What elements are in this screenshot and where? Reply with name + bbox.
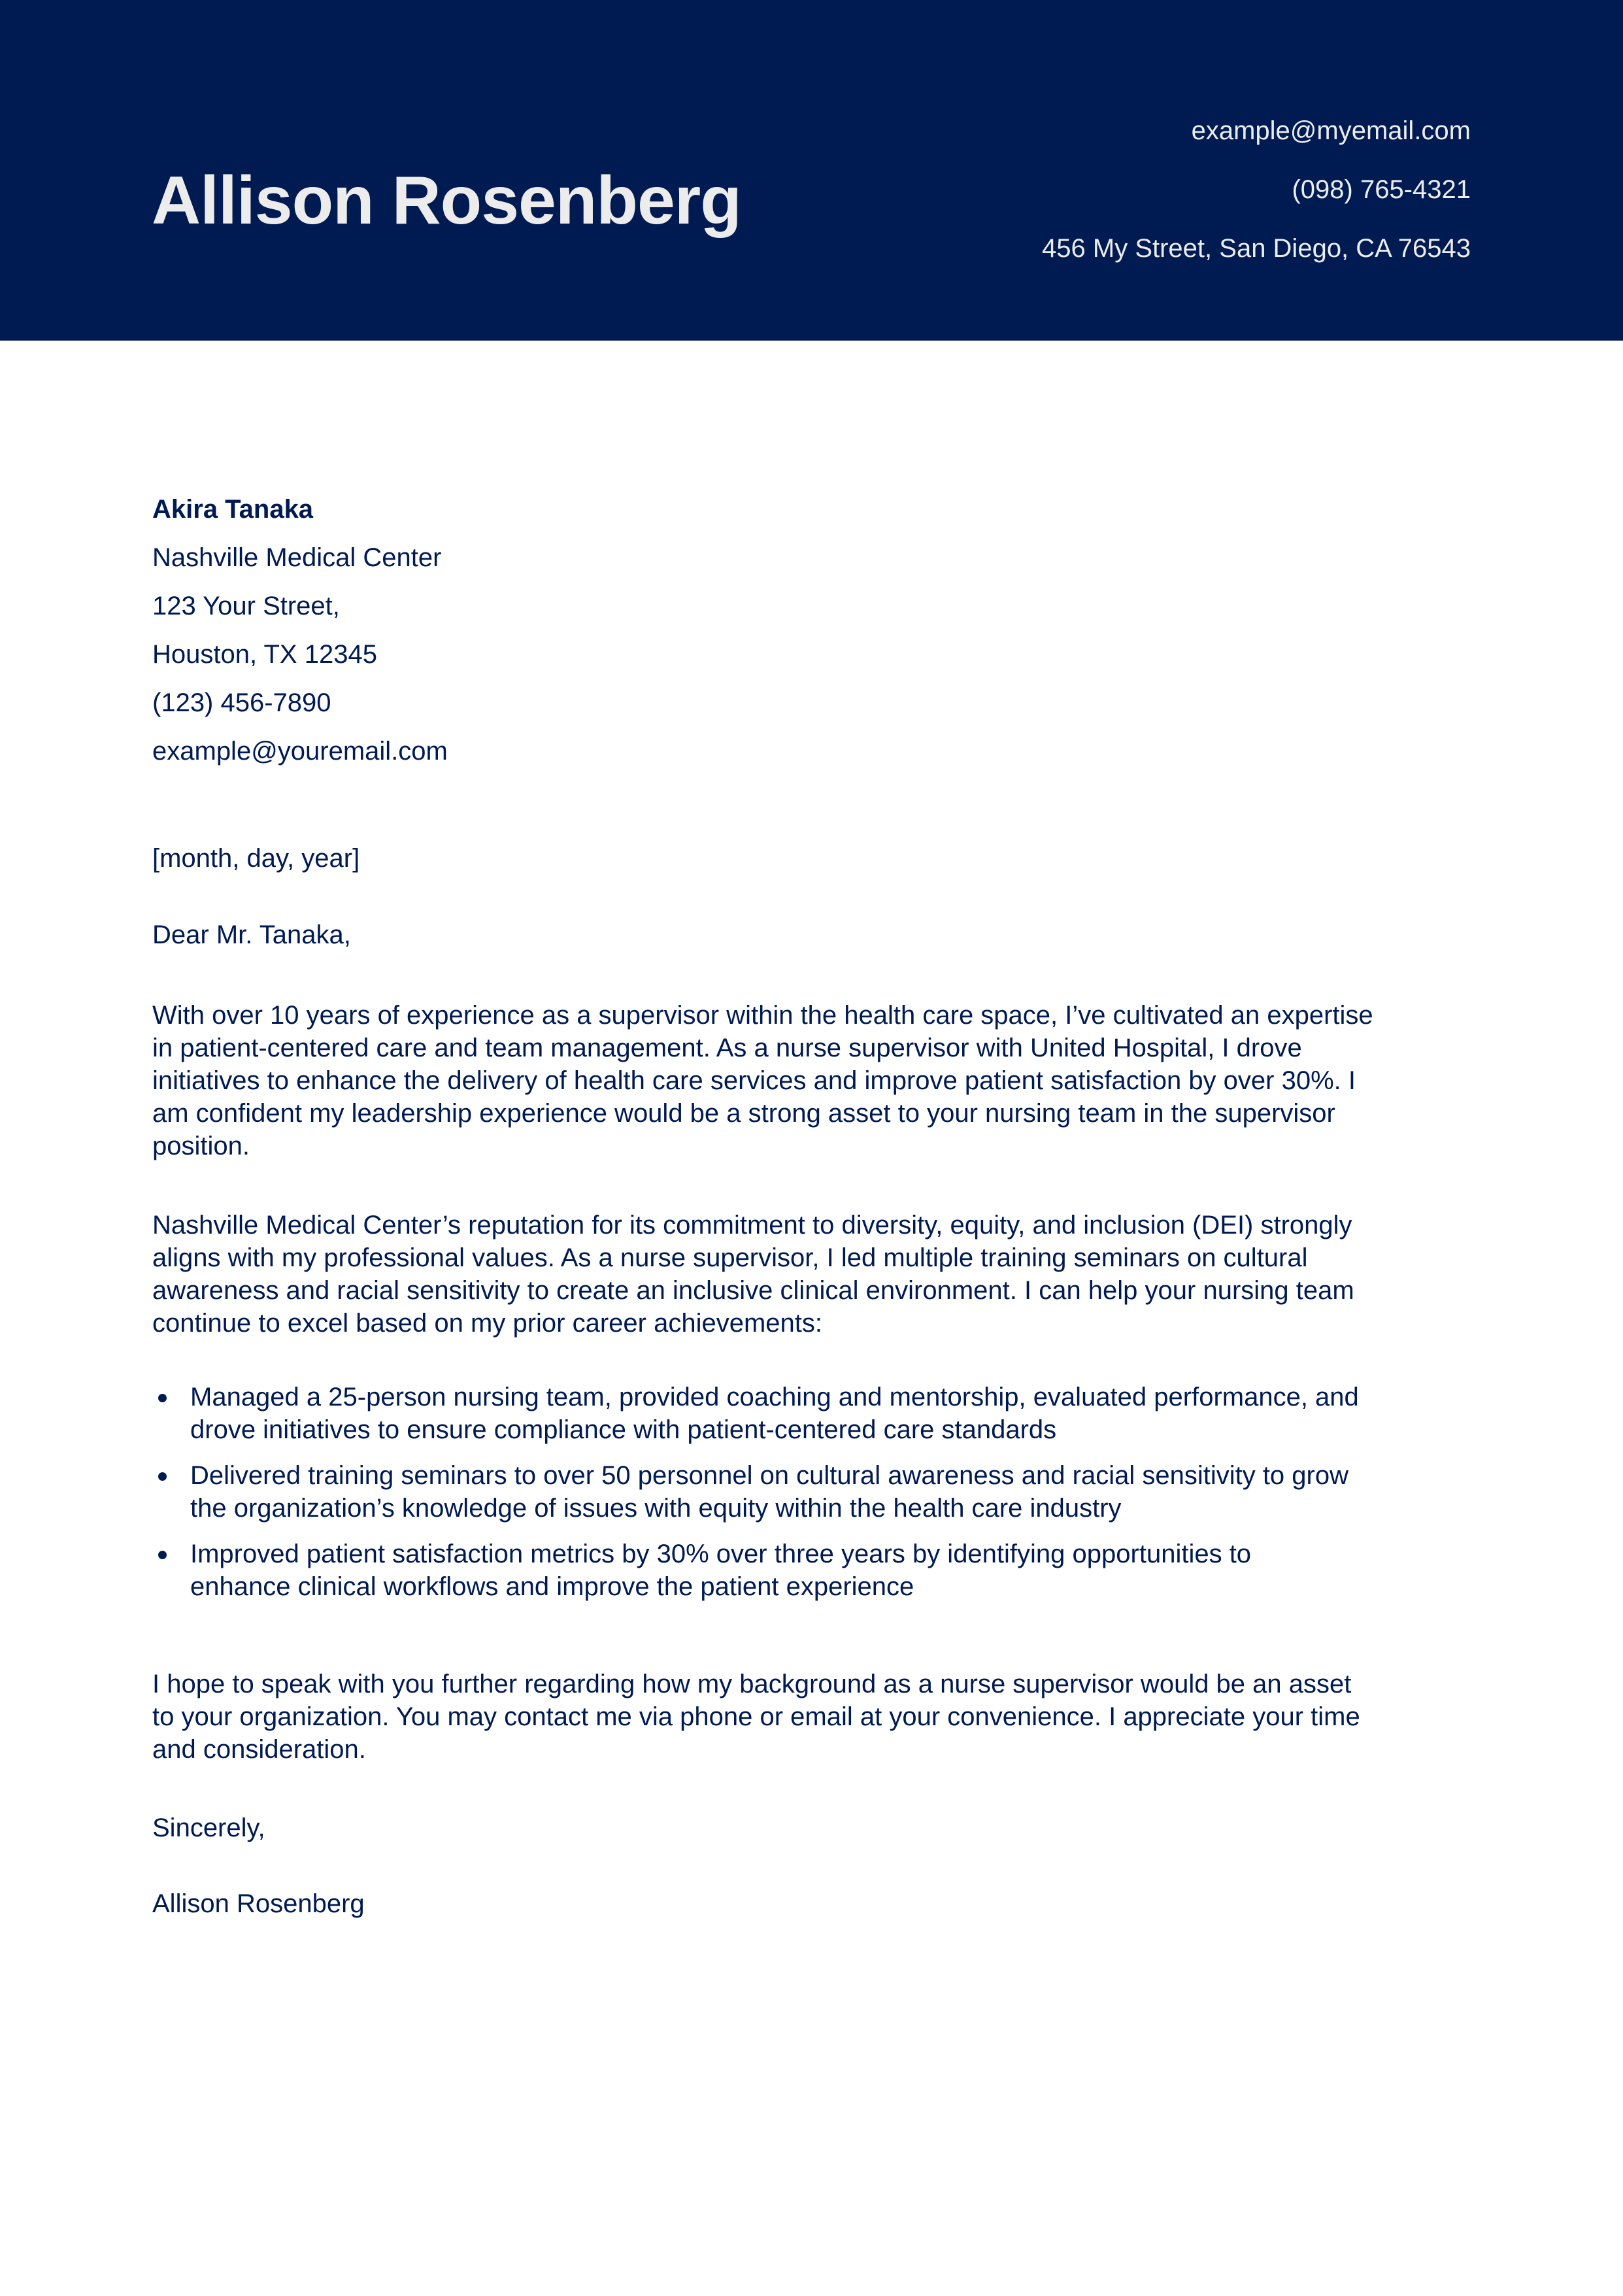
recipient-block [152, 490, 448, 780]
paragraph-closing [152, 1668, 1473, 1766]
applicant-phone: (098) 765-4321 [1292, 175, 1471, 204]
paragraph-line: in patient-centered care and team management. As a nurse supervisor with United Hospital, I drove [152, 1034, 1302, 1062]
achievement-line: the organization’s knowledge of issues with equity within the health care industry [190, 1494, 1122, 1523]
recipient-organization: Nashville Medical Center [152, 543, 442, 572]
recipient-city: Houston, TX 12345 [152, 640, 377, 669]
achievement-line: Managed a 25-person nursing team, provided coaching and mentorship, evaluated performance, and [190, 1383, 1359, 1411]
achievement-item [152, 1381, 1359, 1446]
letterhead-banner [0, 0, 1623, 341]
paragraph-line: and consideration. [152, 1735, 366, 1764]
bullet-icon [158, 1551, 167, 1559]
achievement-line: enhance clinical workflows and improve the patient experience [190, 1572, 914, 1601]
recipient-street: 123 Your Street, [152, 592, 340, 620]
paragraph-line: position. [152, 1132, 250, 1160]
achievement-line: drove initiatives to ensure compliance with patient-centered care standards [190, 1415, 1057, 1444]
paragraph-line: Nashville Medical Center’s reputation for its commitment to diversity, equity, and inclusion (DEI) strongly [152, 1211, 1352, 1240]
applicant-name: Allison Rosenberg [152, 163, 741, 239]
paragraph-values [152, 1209, 1473, 1340]
applicant-email: example@myemail.com [1191, 116, 1471, 145]
paragraph-line: I hope to speak with you further regarding how my background as a nurse supervisor would be an asset [152, 1670, 1352, 1698]
paragraph-line: With over 10 years of experience as a supervisor within the health care space, I’ve cultivated an expertise [152, 1001, 1373, 1030]
achievement-line: Delivered training seminars to over 50 personnel on cultural awareness and racial sensitivity to grow [190, 1461, 1348, 1490]
signature: Allison Rosenberg [152, 1889, 365, 1918]
achievement-item [152, 1538, 1359, 1603]
paragraph-line: aligns with my professional values. As a nurse supervisor, I led multiple training seminars on cultural [152, 1243, 1308, 1272]
recipient-email: example@youremail.com [152, 737, 448, 766]
paragraph-line: am confident my leadership experience would be a strong asset to your nursing team in the supervisor [152, 1099, 1335, 1128]
applicant-address: 456 My Street, San Diego, CA 76543 [1042, 234, 1471, 263]
paragraph-line: initiatives to enhance the delivery of health care services and improve patient satisfaction by over 30%. I [152, 1066, 1356, 1095]
achievement-line: Improved patient satisfaction metrics by 30% over three years by identifying opportunities to [190, 1540, 1252, 1568]
applicant-contact [1042, 111, 1471, 288]
bullet-icon [158, 1472, 167, 1481]
achievement-item [152, 1459, 1359, 1525]
letter-date: [month, day, year] [152, 844, 360, 873]
achievements-list [152, 1381, 1359, 1616]
paragraph-line: continue to excel based on my prior career achievements: [152, 1309, 822, 1338]
bullet-icon [158, 1394, 167, 1402]
recipient-phone: (123) 456-7890 [152, 688, 331, 717]
paragraph-line: to your organization. You may contact me via phone or email at your convenience. I appreciate your time [152, 1702, 1360, 1731]
paragraph-intro [152, 999, 1473, 1162]
salutation: Dear Mr. Tanaka, [152, 920, 351, 949]
paragraph-line: awareness and racial sensitivity to create an inclusive clinical environment. I can help your nursing team [152, 1276, 1354, 1305]
recipient-name: Akira Tanaka [152, 495, 314, 524]
closing: Sincerely, [152, 1814, 265, 1842]
